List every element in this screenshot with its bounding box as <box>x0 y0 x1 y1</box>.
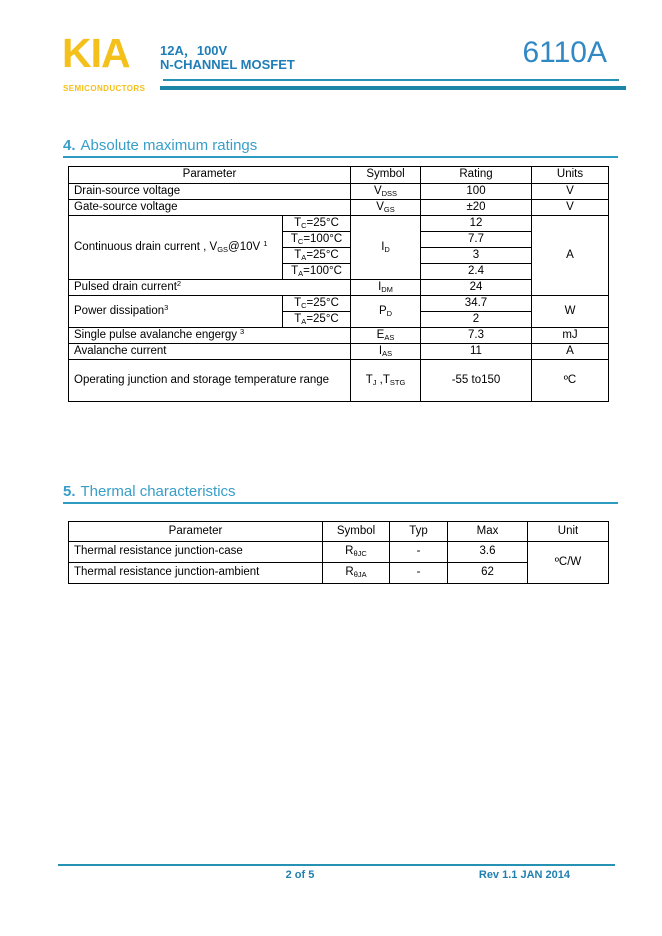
cell-parameter: Thermal resistance junction-ambient <box>69 563 323 584</box>
cell-rating: 7.3 <box>421 328 532 344</box>
param-text: @10V <box>228 240 261 253</box>
param-text: Pulsed drain current <box>74 280 177 293</box>
cell-symbol <box>323 563 390 584</box>
section-5-title: Thermal characteristics <box>80 483 236 500</box>
cell-max: 3.6 <box>448 542 528 563</box>
symbol-base: V <box>376 200 384 213</box>
cond-base: T <box>291 264 299 277</box>
cell-units: A <box>532 344 609 360</box>
cell-units: mJ <box>532 328 609 344</box>
cell-unit: ºC/W <box>528 542 609 584</box>
row-continuous-drain-current-1 <box>69 216 609 232</box>
symbol-base: I <box>378 280 382 293</box>
param-text: Continuous drain current , V <box>74 240 218 253</box>
cell-symbol <box>351 328 421 344</box>
symbol-base: ,T <box>376 373 390 386</box>
symbol-sub: D <box>386 308 393 318</box>
cell-rating: 3 <box>421 248 532 264</box>
row-single-pulse-avalanche-energy <box>69 328 609 344</box>
section-4-number: 4. <box>63 137 76 154</box>
symbol-sub: DM <box>381 284 393 294</box>
cell-symbol <box>351 280 421 296</box>
cell-rating: 24 <box>421 280 532 296</box>
revision-label: Rev 1.1 JAN 2014 <box>478 869 570 881</box>
section-4-heading <box>63 137 257 154</box>
cell-rating: 100 <box>421 184 532 200</box>
symbol-base: R <box>345 545 354 558</box>
symbol-sub: STG <box>389 377 406 387</box>
cell-symbol <box>323 542 390 563</box>
row-avalanche-current <box>69 344 609 360</box>
symbol-sub: D <box>384 244 390 254</box>
symbol-base: T <box>365 373 373 386</box>
note-ref: 2 <box>176 279 182 288</box>
cond-sub: C <box>297 236 304 246</box>
row-pulsed-drain-current <box>69 280 609 296</box>
cell-parameter: Drain-source voltage <box>69 184 351 200</box>
cell-max: 62 <box>448 563 528 584</box>
cell-rating: 2 <box>421 312 532 328</box>
cond-sub: C <box>301 220 307 230</box>
cell-parameter <box>69 296 283 328</box>
cell-units: ºC <box>532 360 609 402</box>
col-header-typ: Typ <box>390 522 448 542</box>
col-header-parameter: Parameter <box>69 167 351 184</box>
cond-sub: C <box>301 300 307 310</box>
product-type: N-CHANNEL MOSFET <box>160 57 295 72</box>
cell-symbol <box>351 296 421 328</box>
section-5-number: 5. <box>63 483 76 500</box>
col-header-symbol: Symbol <box>351 167 421 184</box>
section-5-heading <box>63 483 236 500</box>
col-header-units: Units <box>532 167 609 184</box>
cell-condition <box>283 312 351 328</box>
cond-rest: =25°C <box>306 248 339 261</box>
col-header-parameter: Parameter <box>69 522 323 542</box>
symbol-sub: GS <box>383 204 395 214</box>
note-ref: 3 <box>164 302 169 312</box>
col-header-unit: Unit <box>528 522 609 542</box>
cond-base: T <box>290 232 298 245</box>
row-drain-source-voltage <box>69 184 609 200</box>
logo-subtitle: SEMICONDUCTORS <box>63 84 146 93</box>
col-header-symbol: Symbol <box>323 522 390 542</box>
row-thermal-resistance-junction-case <box>69 542 609 563</box>
cell-condition <box>283 248 351 264</box>
cell-rating: 11 <box>421 344 532 360</box>
symbol-base: R <box>345 566 354 579</box>
param-text: Power dissipation <box>74 304 165 317</box>
thermal-characteristics-table <box>68 521 609 584</box>
cell-symbol <box>351 360 421 402</box>
part-number: 6110A <box>522 36 607 69</box>
symbol-base: I <box>381 240 385 253</box>
cond-sub: A <box>298 268 304 278</box>
symbol-sub: J <box>372 377 377 387</box>
cell-parameter: Gate-source voltage <box>69 200 351 216</box>
footer-rule <box>58 864 615 866</box>
cond-base: T <box>294 216 302 229</box>
cond-sub: A <box>301 316 307 326</box>
cond-sub: A <box>301 252 307 262</box>
param-text: Single pulse avalanche engergy <box>74 328 238 341</box>
note-ref: 3 <box>240 327 245 336</box>
symbol-sub: θJC <box>353 549 367 559</box>
symbol-sub: θJA <box>353 570 367 580</box>
cell-parameter: Avalanche current <box>69 344 351 360</box>
col-header-rating: Rating <box>421 167 532 184</box>
abs-max-ratings-table <box>68 166 609 402</box>
cell-rating: 2.4 <box>421 264 532 280</box>
cond-base: T <box>294 312 302 325</box>
note-ref: 1 <box>263 238 268 248</box>
cell-condition <box>283 264 351 280</box>
kia-logo: KIA <box>62 30 130 76</box>
cell-rating: 7.7 <box>421 232 532 248</box>
cell-symbol <box>351 216 421 280</box>
section-5-rule <box>63 502 618 504</box>
header-rule-thick <box>160 86 626 90</box>
cell-symbol <box>351 184 421 200</box>
cell-units: W <box>532 296 609 328</box>
cell-typ: - <box>390 563 448 584</box>
header-rule-thin <box>163 79 619 81</box>
cell-parameter: Operating junction and storage temperature range <box>69 360 351 402</box>
page-number: 2 of 5 <box>285 869 315 881</box>
section-4-rule <box>63 156 618 158</box>
cell-units: V <box>532 184 609 200</box>
row-operating-temperature-range <box>69 360 609 402</box>
cond-rest: =100°C <box>303 232 343 245</box>
section-4-title: Absolute maximum ratings <box>80 137 258 154</box>
symbol-base: P <box>378 304 387 317</box>
cell-rating: 34.7 <box>421 296 532 312</box>
symbol-base: E <box>376 328 385 341</box>
cond-base: T <box>294 248 302 261</box>
cond-rest: =25°C <box>306 296 339 309</box>
cell-condition <box>283 216 351 232</box>
cell-symbol <box>351 200 421 216</box>
cell-units: V <box>532 200 609 216</box>
product-spec: 12A，100V <box>160 43 228 58</box>
table-header-row <box>69 167 609 184</box>
cell-parameter <box>69 216 283 280</box>
col-header-max: Max <box>448 522 528 542</box>
symbol-sub: AS <box>384 332 395 342</box>
cell-rating: 12 <box>421 216 532 232</box>
cell-parameter <box>69 328 351 344</box>
symbol-sub: DSS <box>381 188 398 198</box>
param-sub: GS <box>217 244 229 254</box>
table-header-row <box>69 522 609 542</box>
symbol-base: V <box>373 184 382 197</box>
cell-parameter: Thermal resistance junction-case <box>69 542 323 563</box>
cond-rest: =25°C <box>306 312 339 325</box>
cell-condition <box>283 296 351 312</box>
cell-symbol <box>351 344 421 360</box>
cell-condition <box>283 232 351 248</box>
cell-parameter <box>69 280 351 296</box>
symbol-base: I <box>378 344 383 357</box>
cond-rest: =25°C <box>306 216 339 229</box>
row-power-dissipation-1 <box>69 296 609 312</box>
symbol-sub: AS <box>382 348 393 358</box>
cell-typ: - <box>390 542 448 563</box>
row-gate-source-voltage <box>69 200 609 216</box>
cell-rating: -55 to150 <box>421 360 532 402</box>
cond-rest: =100°C <box>303 264 342 277</box>
cond-base: T <box>294 296 302 309</box>
cell-rating: ±20 <box>421 200 532 216</box>
cell-units: A <box>532 216 609 296</box>
